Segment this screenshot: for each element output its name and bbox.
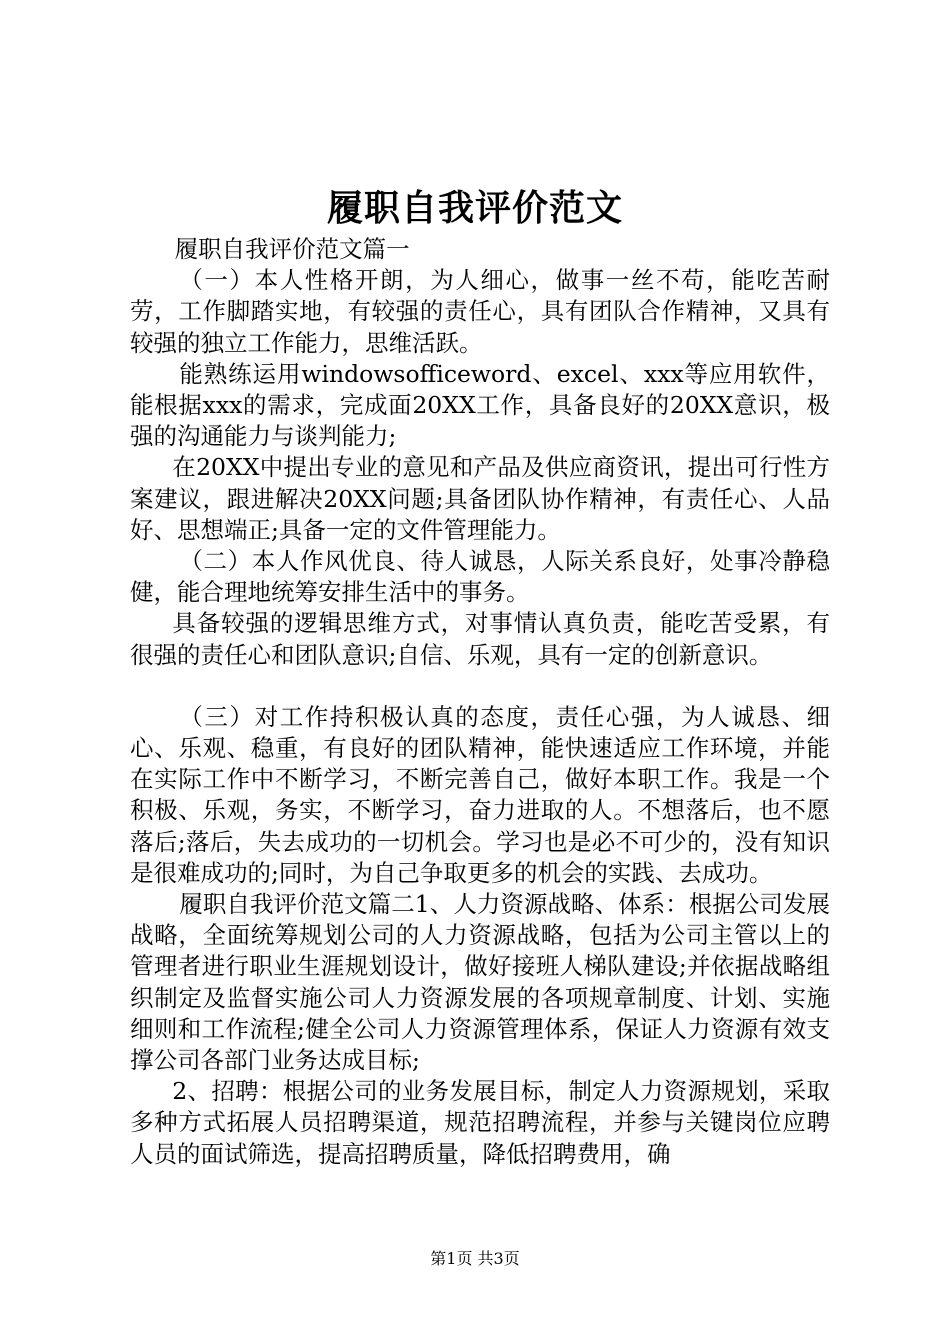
document-body	[130, 234, 830, 1170]
paragraph-5: 具备较强的逻辑思维方式，对事情认真负责，能吃苦受累，有很强的责任心和团队意识;自信、乐观，具有一定的创新意识。	[130, 609, 830, 669]
paragraph-3: 在20XX中提出专业的意见和产品及供应商资讯，提出可行性方案建议，跟进解决20XX问题;具备团队协作精神，有责任心、人品好、思想端正;具备一定的文件管理能力。	[130, 453, 830, 544]
paragraph-6: （三）对工作持积极认真的态度，责任心强，为人诚恳、细心、乐观、稳重，有良好的团队精神，能快速适应工作环境，并能在实际工作中不断学习，不断完善自己，做好本职工作。我是一个积极、乐观，务实，不断学习，奋力进取的人。不想落后，也不愿落后;落后，失去成功的一切机会。学习也是必不可少的，没有知识是很难成功的;同时，为自己争取更多的机会的实践、去成功。	[130, 702, 830, 887]
paragraph-7: 履职自我评价范文篇二1、人力资源战略、体系：根据公司发展战略，全面统筹规划公司的人力资源战略，包括为公司主管以上的管理者进行职业生涯规划设计，做好接班人梯队建设;并依据战略组织制定及监督实施公司人力资源发展的各项规章制度、计划、实施细则和工作流程;健全公司人力资源管理体系，保证人力资源有效支撑公司各部门业务达成目标;	[130, 890, 830, 1075]
paragraph-1: （一）本人性格开朗，为人细心，做事一丝不苟，能吃苦耐劳，工作脚踏实地，有较强的责任心，具有团队合作精神，又具有较强的独立工作能力，思维活跃。	[130, 266, 830, 357]
paragraph-section-heading-1: 履职自我评价范文篇一	[174, 235, 410, 263]
paragraph-gap	[130, 671, 830, 702]
paragraph-2: 能熟练运用windowsofficeword、excel、xxx等应用软件，能根据xxx的需求，完成面20XX工作，具备良好的20XX意识，极强的沟通能力与谈判能力;	[130, 359, 830, 451]
document-title: 履职自我评价范文	[326, 187, 623, 229]
page-footer: 第1页 共3页	[430, 1249, 520, 1268]
paragraph-4: （二）本人作风优良、待人诚恳，人际关系良好，处事冷静稳健，能合理地统筹安排生活中的事务。	[130, 547, 830, 607]
paragraph-8: 2、招聘：根据公司的业务发展目标，制定人力资源规划，采取多种方式拓展人员招聘渠道，规范招聘流程，并参与关键岗位应聘人员的面试筛选，提高招聘质量，降低招聘费用，确	[130, 1077, 830, 1168]
